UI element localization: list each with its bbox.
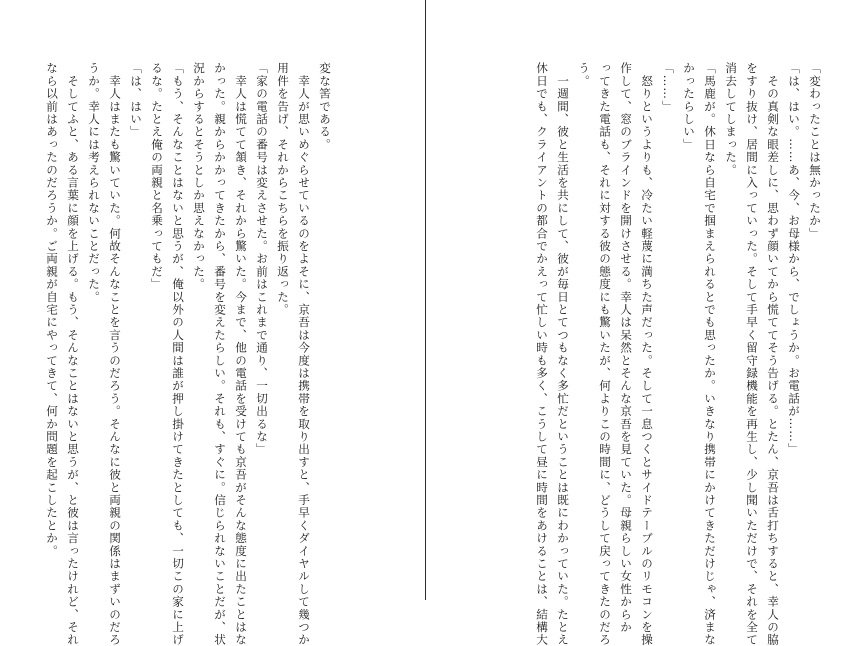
left-page-text — [41, 62, 335, 646]
text-line: 怒りというよりも、冷たい軽蔑に満ちた声だった。そして一息つくとサイドテーブルのリモコンを操 — [640, 62, 654, 646]
text-line: かった。親からかかってきたから、番号を変えたらしい。それも、すぐに。信じられないことだが、状 — [213, 62, 227, 646]
left-page — [0, 0, 425, 646]
text-line: 用件を告げ、それからこちらを振り返った。 — [276, 62, 290, 316]
text-line: なら以前はあったのだろうか。ご両親が自宅にやってきて、何か問題を起こしたとか。 — [45, 62, 59, 558]
text-line: 幸人は慌てて頷き、それから驚いた。今まで、他の電話を受けても京吾がそんな態度に出たことはな — [234, 62, 248, 646]
text-line: うか。幸人には考えられないことだった。 — [87, 62, 101, 304]
text-line: ってきた電話も、それに対する彼の態度にも驚いたが、何よりこの時間に、どうして戻ってきたのだろ — [598, 62, 612, 646]
text-line: 「は、はい。……あ、今、お母様から、でしょうか。お電話が……」 — [787, 62, 801, 456]
text-line: 変な筈である。 — [318, 62, 332, 151]
text-line: 「変わったことは無かったか」 — [808, 62, 822, 240]
text-line: その真剣な眼差しに、思わず顔いてから慌ててそう告げる。とたん、京吾は舌打ちすると、幸人の脇 — [766, 62, 780, 646]
text-line: 休日でも、クライアントの都合でかえって忙しい時も多く、こうして昼に時間をあけることは、結構大 — [535, 62, 549, 646]
right-page — [426, 0, 851, 646]
text-line: るな。たとえ俺の両親と名乗ってもだ」 — [150, 62, 164, 291]
text-line: 幸人はまたも驚いていた。何故そんなことを言うのだろう。そんなに彼と両親の関係はまずいのだろ — [108, 62, 122, 646]
text-line: をすり抜け、居間に入っていった。そして手早く留守録機能を再生し、少し聞いただけで、それを全て — [745, 62, 759, 646]
text-line: 「……」 — [661, 62, 675, 113]
right-page-text — [531, 62, 825, 646]
text-line: 「馬鹿が。休日なら自宅で掴まえられるとでも思ったか。いきなり携帯にかけてきただけじゃ、済まな — [703, 62, 717, 646]
text-line: 消去してしまった。 — [724, 62, 738, 177]
text-line: 「は、はい」 — [129, 62, 143, 139]
text-line: 幸人が思いめぐらせているのをよそに、京吾は今度は携帯を取り出すと、手早くダイヤルして幾つか — [297, 62, 311, 646]
text-line: 作して、窓のブラインドを開けさせる。幸人は呆然とそんな京吾を見ていた。母親らしい女性からか — [619, 62, 633, 634]
text-line: う。 — [577, 62, 591, 88]
text-line: 「家の電話の番号は変えさせた。お前はこれまで通り、一切出るな」 — [255, 62, 269, 456]
text-line: 況からするとそうとしか思えなかった。 — [192, 62, 206, 291]
text-line: 一週間、彼と生活を共にして、彼が毎日とてつもなく多忙だということは既にわかっていた。たとえ — [556, 62, 570, 646]
text-line: そしてふと、ある言葉に顔を上げる。もう、そんなことはないと思うが、と彼は言ったけれど、それ — [66, 62, 80, 646]
text-line: かったらしい」 — [682, 62, 696, 151]
text-line: 「もう、そんなことはないと思うが、俺以外の人間は誰が押し掛けてきたとしても、一切この家に上げ — [171, 62, 185, 646]
